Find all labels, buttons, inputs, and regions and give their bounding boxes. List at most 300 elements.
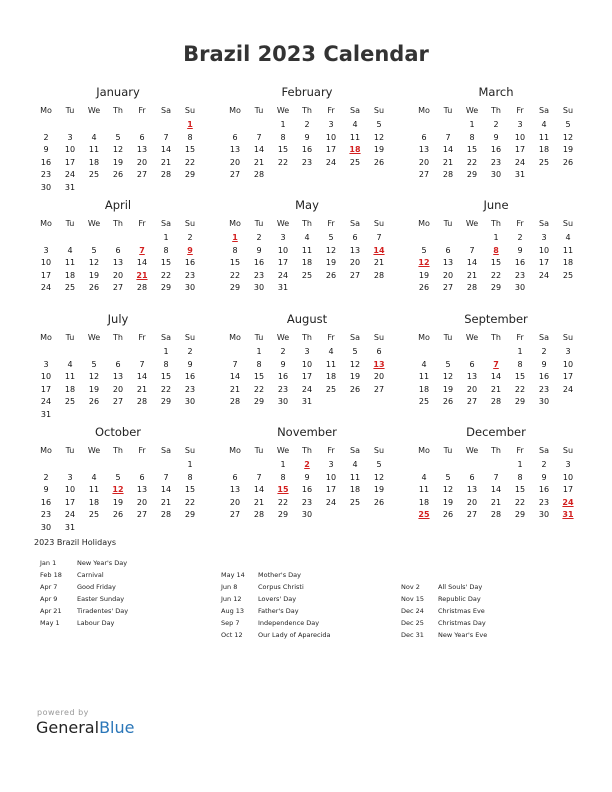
day-cell: 12 [349,359,361,369]
day-cell: 17 [40,270,52,280]
day-cell: 1 [280,460,286,469]
day-cell: 20 [229,497,241,507]
week-row [223,459,391,472]
day-cell: 8 [517,472,523,482]
day-cell: 24 [64,510,76,519]
empty-day-cell [412,346,436,359]
weekday-label: Sa [539,219,549,228]
holiday-column [40,557,128,629]
day-cell: 25 [64,397,76,406]
day-cell: 29 [229,283,241,292]
weekday-label: Su [373,446,385,455]
month-name: August [286,312,328,326]
empty-day-cell [58,459,82,472]
day-cell: 8 [187,472,193,482]
week-row [412,472,580,485]
day-cell: 10 [514,132,526,142]
holiday-name: Corpus Christi [258,583,304,591]
day-cell: 20 [373,372,385,381]
day-cell: 3 [67,132,73,142]
month-april [34,197,202,295]
weekday-label: Fr [516,106,524,115]
day-cell: 23 [490,157,502,167]
week-row [412,245,580,258]
day-cell: 21 [136,270,148,280]
day-cell: 17 [538,258,550,267]
holiday-item [40,605,128,617]
empty-day-cell [130,409,154,422]
weekday-label: Mo [418,106,430,115]
weekday-label: Sa [539,446,549,455]
weekday-label: Su [562,106,574,115]
day-cell: 30 [538,397,550,406]
day-cell: 4 [541,120,547,129]
day-cell: 31 [64,522,76,532]
day-cell: 19 [349,372,361,381]
holidays-title: 2023 Brazil Holidays [34,538,117,547]
weekday-header [223,443,391,459]
day-cell: 17 [64,497,76,507]
day-cell: 9 [43,145,49,154]
weekday-label: Tu [254,446,264,455]
day-cell: 22 [277,157,289,167]
day-cell: 12 [325,245,337,255]
week-row [34,384,202,397]
day-cell: 13 [112,258,124,267]
empty-day-cell [319,169,343,182]
day-cell: 17 [514,145,526,154]
week-row [223,384,391,397]
day-cell: 18 [562,258,574,267]
day-cell: 8 [163,245,169,255]
day-cell: 30 [40,182,52,192]
empty-day-cell [319,509,343,522]
day-cell: 30 [40,522,52,532]
day-cell: 23 [514,270,526,280]
day-cell: 1 [517,347,523,356]
day-cell: 18 [64,270,76,280]
day-cell: 24 [562,497,574,507]
day-cell: 16 [184,258,196,267]
day-cell: 10 [64,485,76,494]
day-cell: 26 [442,397,454,406]
empty-day-cell [82,346,106,359]
day-cell: 25 [88,510,100,519]
day-cell: 19 [373,485,385,494]
weekday-label: Mo [229,219,241,228]
week-row [412,132,580,145]
day-cell: 11 [538,132,550,142]
day-cell: 11 [418,372,430,381]
day-cell: 23 [538,497,550,507]
day-cell: 27 [112,283,124,292]
weekday-label: Tu [65,219,75,228]
day-cell: 4 [67,359,73,369]
week-row [412,484,580,497]
empty-day-cell [34,119,58,132]
day-cell: 11 [349,132,361,142]
holiday-date: Dec 25 [401,619,424,627]
day-cell: 6 [352,233,358,242]
day-cell: 12 [88,258,100,267]
day-cell: 27 [373,384,385,394]
day-cell: 16 [40,497,52,507]
weekday-header [412,443,580,459]
day-cell: 16 [253,258,265,267]
day-cell: 28 [373,270,385,280]
day-cell: 26 [88,283,100,292]
day-cell: 31 [301,397,313,406]
day-cell: 4 [328,347,334,356]
day-cell: 2 [256,233,262,242]
month-name: March [478,85,514,99]
day-cell: 8 [232,245,238,255]
day-cell: 9 [304,132,310,142]
week-row [34,282,202,295]
day-cell: 9 [187,245,193,255]
weekday-label: Sa [161,446,171,455]
day-cell: 17 [64,157,76,167]
empty-day-cell [58,119,82,132]
day-cell: 9 [493,132,499,142]
day-cell: 23 [277,384,289,394]
week-row [412,270,580,283]
weekday-label: Su [184,106,196,115]
empty-day-cell [82,182,106,195]
day-cell: 14 [442,145,454,154]
day-cell: 6 [115,245,121,255]
weekday-label: Fr [327,106,335,115]
day-cell: 10 [64,145,76,154]
day-cell: 28 [253,510,265,519]
day-cell: 22 [466,157,478,167]
day-cell: 28 [490,510,502,519]
empty-day-cell [58,346,82,359]
day-cell: 9 [43,485,49,494]
empty-day-cell [484,459,508,472]
empty-day-cell [130,522,154,535]
day-cell: 1 [187,460,193,469]
holiday-date: Sep 7 [221,619,240,627]
holiday-name: Mother's Day [258,571,301,579]
day-cell: 14 [160,145,172,154]
generalblue-logo [36,718,134,737]
weekday-label: Th [302,333,312,342]
day-cell: 14 [490,485,502,494]
weekday-label: Mo [418,446,430,455]
day-cell: 26 [112,170,124,179]
holiday-date: Jun 8 [221,583,238,591]
day-cell: 10 [40,258,52,267]
empty-day-cell [82,459,106,472]
month-name: January [96,85,140,99]
weekday-label: Fr [138,333,146,342]
weekday-label: We [87,106,101,115]
week-row [223,346,391,359]
day-cell: 12 [112,485,124,494]
day-cell: 7 [493,472,499,482]
day-cell: 25 [418,397,430,406]
weekday-label: Th [491,219,501,228]
day-cell: 2 [304,460,310,469]
week-row [412,282,580,295]
weekday-label: Tu [254,219,264,228]
holiday-item [401,605,487,617]
day-cell: 31 [40,409,52,419]
empty-day-cell [106,232,130,245]
day-cell: 8 [256,359,262,369]
day-cell: 1 [256,347,262,356]
day-cell: 5 [421,245,427,255]
empty-day-cell [106,346,130,359]
day-cell: 8 [469,132,475,142]
day-cell: 3 [43,359,49,369]
day-cell: 31 [514,170,526,179]
day-cell: 29 [160,283,172,292]
day-cell: 27 [136,170,148,179]
empty-day-cell [460,459,484,472]
empty-day-cell [34,346,58,359]
day-cell: 27 [349,270,361,280]
day-cell: 22 [253,384,265,394]
day-cell: 4 [304,233,310,242]
day-cell: 18 [418,384,430,394]
day-cell: 28 [253,170,265,179]
weekday-label: Sa [161,106,171,115]
day-cell: 10 [301,359,313,369]
day-cell: 28 [229,397,241,406]
weekday-label: Th [302,446,312,455]
day-cell: 13 [349,245,361,255]
weekday-label: We [276,333,290,342]
weekday-label: Mo [418,333,430,342]
empty-day-cell [130,182,154,195]
day-cell: 3 [517,120,523,129]
empty-day-cell [436,232,460,245]
day-cell: 7 [139,245,145,255]
day-cell: 12 [442,372,454,381]
weekday-header [223,103,391,119]
week-row [223,245,391,258]
empty-day-cell [271,169,295,182]
holiday-item [40,581,128,593]
day-cell: 13 [466,485,478,494]
day-cell: 29 [514,397,526,406]
empty-day-cell [130,119,154,132]
empty-day-cell [319,282,343,295]
weekday-header [412,103,580,119]
weekday-label: Th [491,106,501,115]
day-cell: 5 [565,120,571,129]
day-cell: 16 [490,145,502,154]
day-cell: 3 [304,347,310,356]
weekday-label: Tu [443,106,453,115]
day-cell: 10 [562,359,574,369]
day-cell: 5 [445,359,451,369]
week-row [34,509,202,522]
day-cell: 18 [301,258,313,267]
day-cell: 13 [136,145,148,154]
day-cell: 18 [88,497,100,507]
day-cell: 30 [184,283,196,292]
day-cell: 13 [136,485,148,494]
empty-day-cell [106,522,130,535]
holiday-date: Apr 9 [40,595,58,603]
day-cell: 6 [139,132,145,142]
day-cell: 25 [538,157,550,167]
day-cell: 3 [328,460,334,469]
weekday-label: Fr [516,333,524,342]
week-row [34,232,202,245]
empty-day-cell [34,459,58,472]
empty-day-cell [412,459,436,472]
holiday-item [401,593,487,605]
day-cell: 9 [256,245,262,255]
empty-day-cell [178,409,202,422]
day-cell: 8 [280,472,286,482]
empty-day-cell [154,522,178,535]
week-row [412,144,580,157]
day-cell: 29 [490,283,502,292]
weekday-header [223,216,391,232]
holiday-date: Feb 18 [40,571,62,579]
day-cell: 13 [229,145,241,154]
holiday-date: Nov 15 [401,595,425,603]
day-cell: 15 [160,372,172,381]
empty-day-cell [367,509,391,522]
weekday-label: Mo [229,333,241,342]
day-cell: 23 [184,270,196,280]
day-cell: 17 [562,485,574,494]
day-cell: 11 [418,485,430,494]
week-row [34,144,202,157]
week-row [223,484,391,497]
day-cell: 24 [514,157,526,167]
weekday-label: Fr [516,219,524,228]
day-cell: 22 [184,157,196,167]
holiday-date: Jan 1 [40,559,57,567]
week-row [223,282,391,295]
day-cell: 18 [64,384,76,394]
day-cell: 5 [115,472,121,482]
week-row [34,522,202,535]
day-cell: 21 [466,270,478,280]
day-cell: 7 [376,233,382,242]
day-cell: 11 [64,258,76,267]
day-cell: 6 [469,472,475,482]
day-cell: 6 [445,245,451,255]
day-cell: 28 [490,397,502,406]
day-cell: 1 [517,460,523,469]
day-cell: 4 [352,120,358,129]
day-cell: 25 [64,283,76,292]
holiday-name: Labour Day [77,619,115,627]
day-cell: 15 [277,145,289,154]
day-cell: 17 [301,372,313,381]
day-cell: 9 [541,472,547,482]
day-cell: 23 [40,170,52,179]
empty-day-cell [436,459,460,472]
day-cell: 25 [325,384,337,394]
day-cell: 28 [160,170,172,179]
day-cell: 7 [445,132,451,142]
day-cell: 22 [184,497,196,507]
day-cell: 1 [469,120,475,129]
weekday-label: Tu [65,106,75,115]
empty-day-cell [460,232,484,245]
empty-day-cell [223,119,247,132]
empty-day-cell [367,396,391,409]
empty-day-cell [82,409,106,422]
day-cell: 19 [112,497,124,507]
weekday-label: We [276,106,290,115]
day-cell: 16 [514,258,526,267]
weekday-label: Th [113,446,123,455]
day-cell: 11 [88,145,100,154]
weekday-label: Sa [350,333,360,342]
day-cell: 19 [112,157,124,167]
day-cell: 1 [163,233,169,242]
week-row [223,119,391,132]
holiday-date: Aug 13 [221,607,245,615]
day-cell: 26 [349,384,361,394]
month-name: July [107,312,129,326]
holiday-date: Apr 21 [40,607,62,615]
day-cell: 8 [163,359,169,369]
weekday-label: We [465,106,479,115]
day-cell: 24 [277,270,289,280]
day-cell: 5 [445,472,451,482]
week-row [412,257,580,270]
day-cell: 20 [349,258,361,267]
weekday-label: Fr [138,446,146,455]
day-cell: 12 [112,145,124,154]
day-cell: 27 [418,170,430,179]
day-cell: 6 [469,359,475,369]
day-cell: 11 [301,245,313,255]
empty-day-cell [247,459,271,472]
day-cell: 27 [229,510,241,519]
day-cell: 16 [301,485,313,494]
weekday-label: Sa [350,446,360,455]
day-cell: 1 [493,233,499,242]
empty-day-cell [484,346,508,359]
day-cell: 20 [136,157,148,167]
day-cell: 20 [466,497,478,507]
week-row [223,169,391,182]
holiday-item [401,581,487,593]
week-row [34,157,202,170]
month-name: February [281,85,333,99]
holiday-name: Christmas Day [438,619,486,627]
day-cell: 11 [562,245,574,255]
holiday-date: Dec 24 [401,607,424,615]
month-february [223,84,391,182]
week-row [34,459,202,472]
day-cell: 5 [352,347,358,356]
week-row [412,157,580,170]
day-cell: 15 [184,145,196,154]
day-cell: 31 [562,510,574,519]
holiday-item [221,581,331,593]
weekday-label: We [276,446,290,455]
day-cell: 2 [280,347,286,356]
month-october [34,424,202,534]
week-row [223,144,391,157]
weekday-label: Su [373,219,385,228]
day-cell: 14 [253,485,265,494]
day-cell: 27 [466,397,478,406]
